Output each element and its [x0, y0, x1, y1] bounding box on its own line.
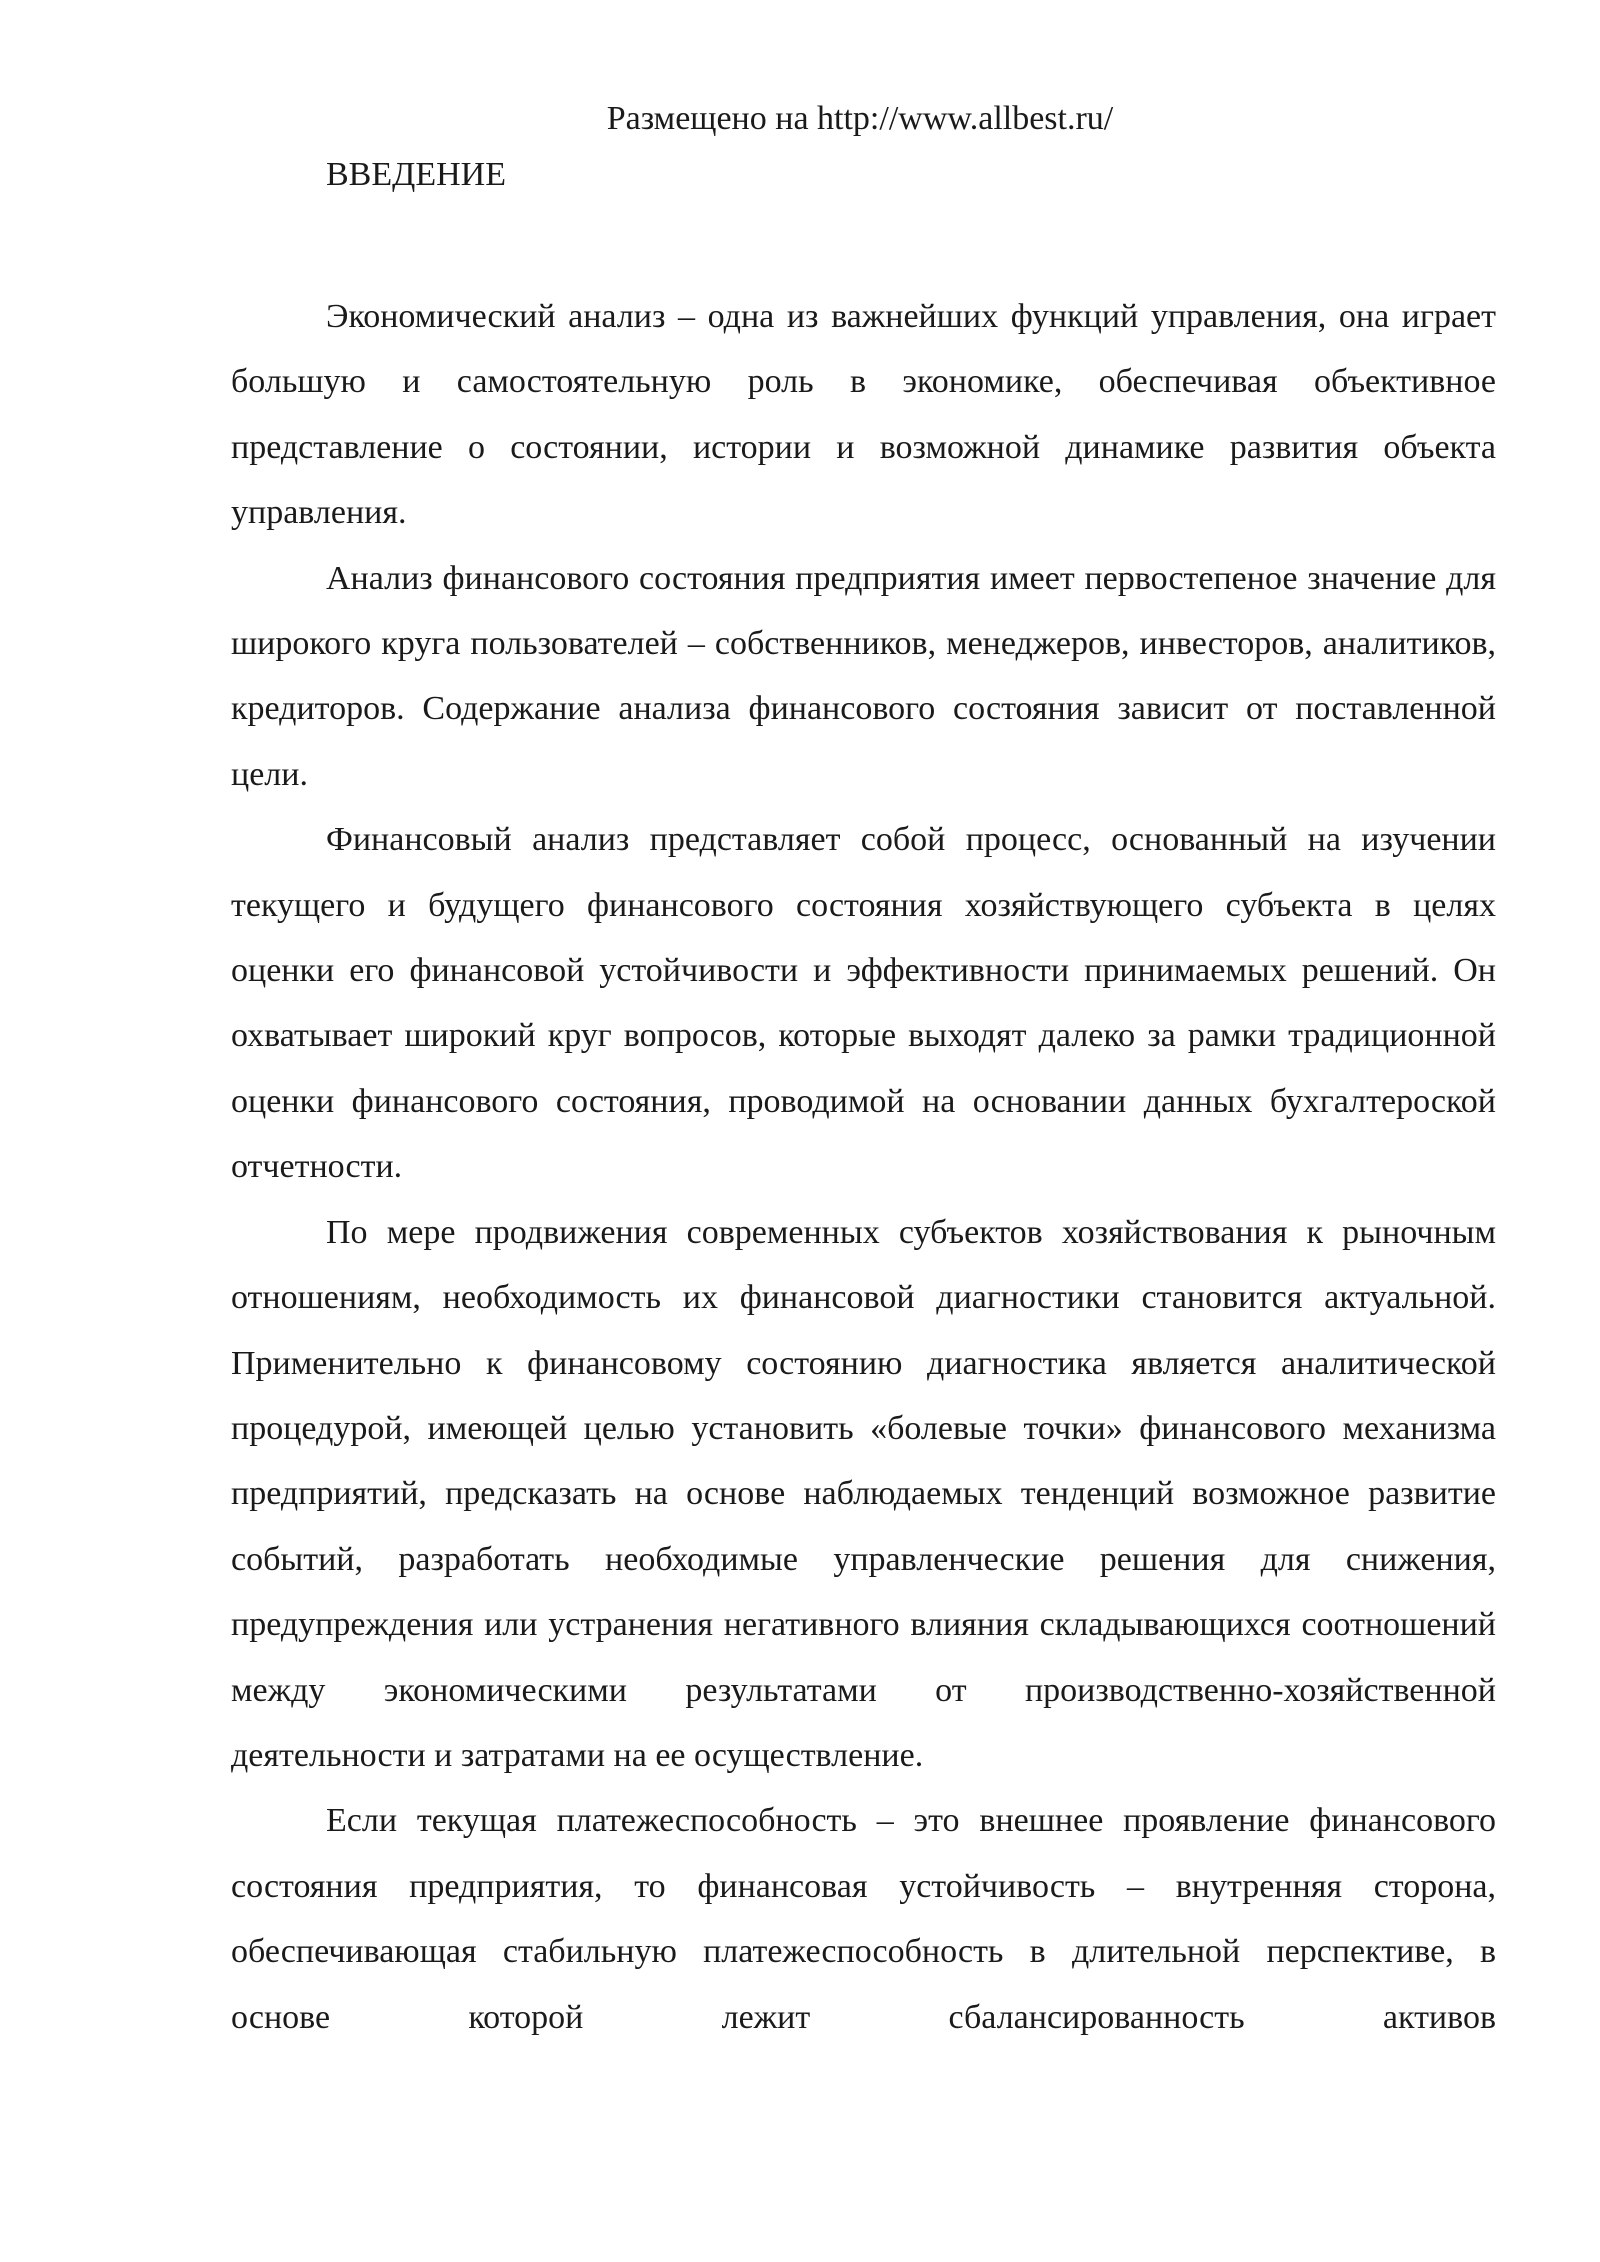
paragraph-1: Экономический анализ – одна из важнейших функций управления, она играет большую и самостоятельную роль в экономике, обеспечивая объективное представление о состоянии, истории и возможной динамике развития объекта управления. [231, 298, 1496, 532]
paragraph-5: Если текущая платежеспособность – это внешнее проявление финансового состояния предприятия, то финансовая устойчивость – внутренняя сторона, обеспечивающая стабильную платежеспособность в длительной перспективе, в основе которой лежит сбалансированность активов [231, 1802, 1496, 2036]
paragraph-4: По мере продвижения современных субъектов хозяйствования к рыночным отношениям, необходимость их финансовой диагностики становится актуальной. Применительно к финансовому состоянию диагностика является аналитической процедурой, имеющей целью установить «болевые точки» финансового механизма предприятий, предсказать на основе наблюдаемых тенденций возможное развитие событий, разработать необходимые управленческие решения для снижения, предупреждения или устранения негативного влияния складывающихся соотношений между экономическими результатами от производственно-хозяйственной деятельности и затратами на ее осуществление. [231, 1213, 1496, 1774]
paragraph-2: Анализ финансового состояния предприятия имеет первостепеное значение для широкого круга пользователей – собственников, менеджеров, инвесторов, аналитиков, кредиторов. Содержание анализа финансового состояния зависит от поставленной цели. [231, 559, 1496, 793]
body-text [231, 284, 1496, 2050]
paragraph-3: Финансовый анализ представляет собой процесс, основанный на изучении текущего и будущего финансового состояния хозяйствующего субъекта в целях оценки его финансовой устойчивости и эффективности принимаемых решений. Он охватывает широкий круг вопросов, которые выходят далеко за рамки традиционной оценки финансового состояния, проводимой на основании данных бухгалтероской отчетности. [231, 821, 1496, 1186]
section-heading: ВВЕДЕНИЕ [326, 156, 506, 193]
source-note: Размещено на http://www.allbest.ru/ [606, 100, 1114, 137]
